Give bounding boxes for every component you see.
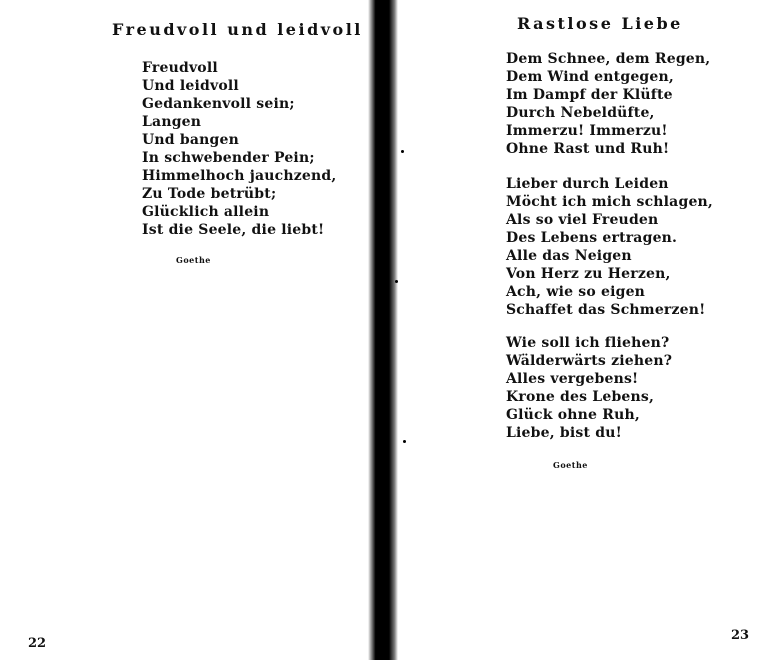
poem-author: Goethe	[553, 460, 588, 470]
poem-line: Möcht ich mich schlagen,	[506, 194, 714, 210]
book-gutter-shadow	[368, 0, 398, 660]
poem-line: Als so viel Freuden	[506, 212, 659, 228]
poem-author: Goethe	[176, 255, 211, 265]
poem-line: Glücklich allein	[142, 204, 270, 220]
poem-line: Und bangen	[142, 132, 239, 148]
poem-stanza	[506, 50, 710, 158]
poem-line: Im Dampf der Klüfte	[506, 87, 673, 103]
left-page	[0, 0, 370, 660]
page-number: 22	[28, 636, 47, 651]
poem-line: Wälderwärts ziehen?	[506, 353, 673, 369]
poem-stanza	[506, 334, 672, 442]
poem-line: Ohne Rast und Ruh!	[506, 141, 670, 157]
poem-line: Alles vergebens!	[506, 371, 639, 387]
poem-line: Krone des Lebens,	[506, 389, 655, 405]
poem-stanza	[506, 175, 713, 319]
poem-line: Alle das Neigen	[506, 248, 632, 264]
poem-line: Des Lebens ertragen.	[506, 230, 678, 246]
poem-line: Lieber durch Leiden	[506, 176, 669, 192]
poem-line: Langen	[142, 114, 202, 130]
poem-line: Und leidvoll	[142, 78, 239, 94]
poem-line: Ach, wie so eigen	[506, 284, 646, 300]
page-number: 23	[731, 628, 750, 643]
poem-line: Von Herz zu Herzen,	[506, 266, 671, 282]
poem-line: Durch Nebeldüfte,	[506, 105, 655, 121]
poem-line: Zu Tode betrübt;	[142, 186, 277, 202]
poem-line: Dem Schnee, dem Regen,	[506, 51, 711, 67]
poem-title: Freudvoll und leidvoll	[112, 20, 363, 39]
poem-stanza	[142, 59, 336, 239]
poem-line: Immerzu! Immerzu!	[506, 123, 668, 139]
poem-line: Liebe, bist du!	[506, 425, 622, 441]
poem-line: Schaffet das Schmerzen!	[506, 302, 706, 318]
poem-line: In schwebender Pein;	[142, 150, 315, 166]
poem-line: Dem Wind entgegen,	[506, 69, 674, 85]
poem-line: Himmelhoch jauchzend,	[142, 168, 337, 184]
poem-line: Freudvoll	[142, 60, 218, 76]
poem-line: Wie soll ich fliehen?	[506, 335, 670, 351]
poem-title: Rastlose Liebe	[517, 14, 683, 33]
poem-line: Ist die Seele, die liebt!	[142, 222, 325, 238]
poem-line: Glück ohne Ruh,	[506, 407, 640, 423]
poem-line: Gedankenvoll sein;	[142, 96, 295, 112]
right-page	[395, 0, 773, 660]
